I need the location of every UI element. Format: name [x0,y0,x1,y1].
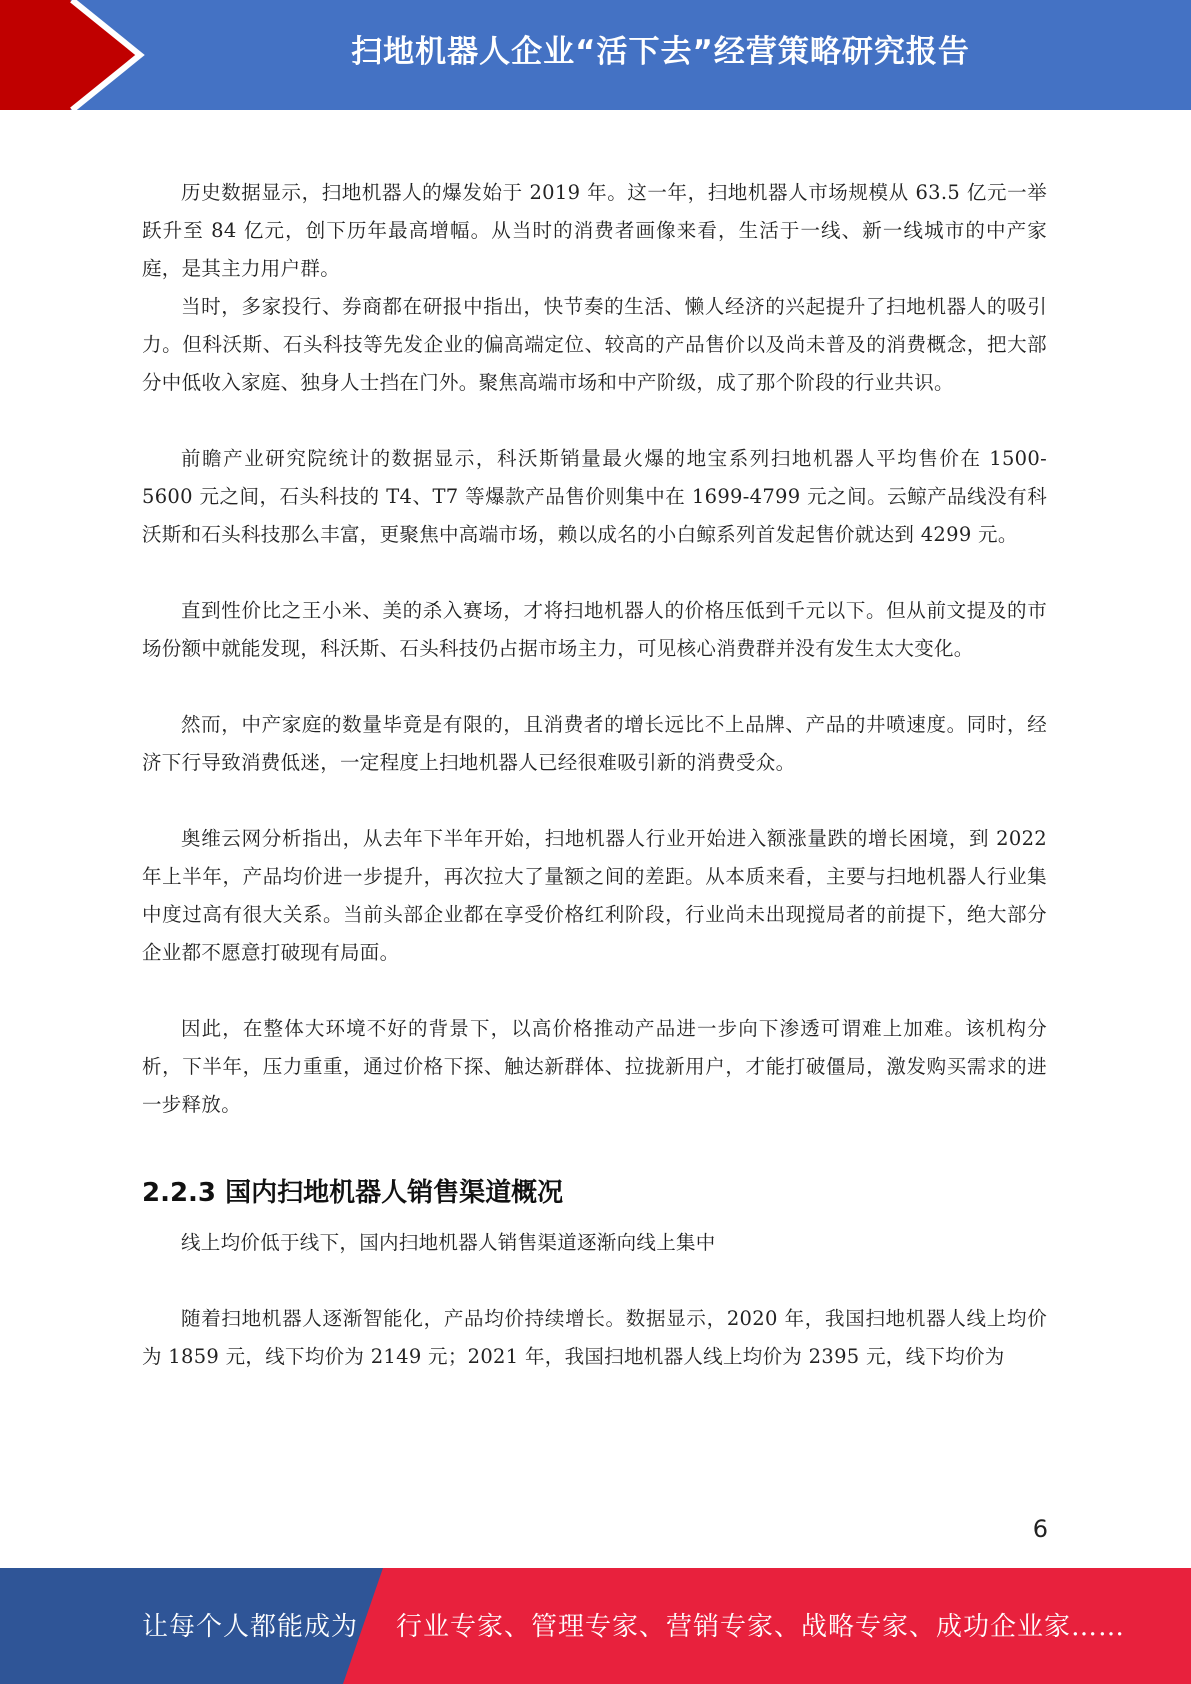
page-number: 6 [1032,1515,1048,1543]
chevron-decoration-icon [0,0,160,110]
header-title: 扫地机器人企业“活下去”经营策略研究报告 [351,34,970,70]
body-paragraph: 历史数据显示，扫地机器人的爆发始于 2019 年。这一年，扫地机器人市场规模从 63.5 亿元一举跃升至 84 亿元，创下历年最高增幅。从当时的消费者画像来看，生活于一线、新一线城市的中产家庭，是其主力用户群。 [142,181,1047,280]
page-header [0,0,1191,110]
body-paragraph: 然而，中产家庭的数量毕竟是有限的，且消费者的增长远比不上品牌、产品的井喷速度。同时，经济下行导致消费低迷，一定程度上扫地机器人已经很难吸引新的消费受众。 [142,713,1047,774]
body-paragraph: 奥维云网分析指出，从去年下半年开始，扫地机器人行业开始进入额涨量跌的增长困境，到 2022 年上半年，产品均价进一步提升，再次拉大了量额之间的差距。从本质来看，主要与扫地机器人行业集中度过高有很大关系。当前头部企业都在享受价格红利阶段，行业尚未出现搅局者的前提下，绝大部分企业都不愿意打破现有局面。 [142,827,1047,964]
report-body [142,174,1047,1376]
body-paragraph: 因此，在整体大环境不好的背景下，以高价格推动产品进一步向下渗透可谓难上加难。该机构分析，下半年，压力重重，通过价格下探、触达新群体、拉拢新用户，才能打破僵局，激发购买需求的进一步释放。 [142,1017,1047,1116]
footer-slogan-left: 让每个人都能成为 [142,1612,359,1642]
footer-slogan-right: 行业专家、管理专家、营销专家、战略专家、成功企业家…… [396,1612,1126,1642]
body-paragraph: 线上均价低于线下，国内扫地机器人销售渠道逐渐向线上集中 [181,1231,716,1254]
body-paragraph: 随着扫地机器人逐渐智能化，产品均价持续增长。数据显示，2020 年，我国扫地机器人线上均价为 1859 元，线下均价为 2149 元；2021 年，我国扫地机器人线上均价为 2395 元，线下均价为 [142,1307,1047,1368]
body-paragraph: 当时，多家投行、券商都在研报中指出，快节奏的生活、懒人经济的兴起提升了扫地机器人的吸引力。但科沃斯、石头科技等先发企业的偏高端定位、较高的产品售价以及尚未普及的消费概念，把大部分中低收入家庭、独身人士挡在门外。聚焦高端市场和中产阶级，成了那个阶段的行业共识。 [142,295,1047,394]
body-paragraph: 前瞻产业研究院统计的数据显示，科沃斯销量最火爆的地宝系列扫地机器人平均售价在 1500-5600 元之间，石头科技的 T4、T7 等爆款产品售价则集中在 1699-4799 元之间。云鲸产品线没有科沃斯和石头科技那么丰富，更聚焦中高端市场，赖以成名的小白鲸系列首发起售价就达到 4299 元。 [142,447,1047,546]
section-heading: 2.2.3 国内扫地机器人销售渠道概况 [142,1178,564,1208]
body-paragraph: 直到性价比之王小米、美的杀入赛场，才将扫地机器人的价格压低到千元以下。但从前文提及的市场份额中就能发现，科沃斯、石头科技仍占据市场主力，可见核心消费群并没有发生太大变化。 [142,599,1047,660]
page-footer [0,1568,1191,1684]
